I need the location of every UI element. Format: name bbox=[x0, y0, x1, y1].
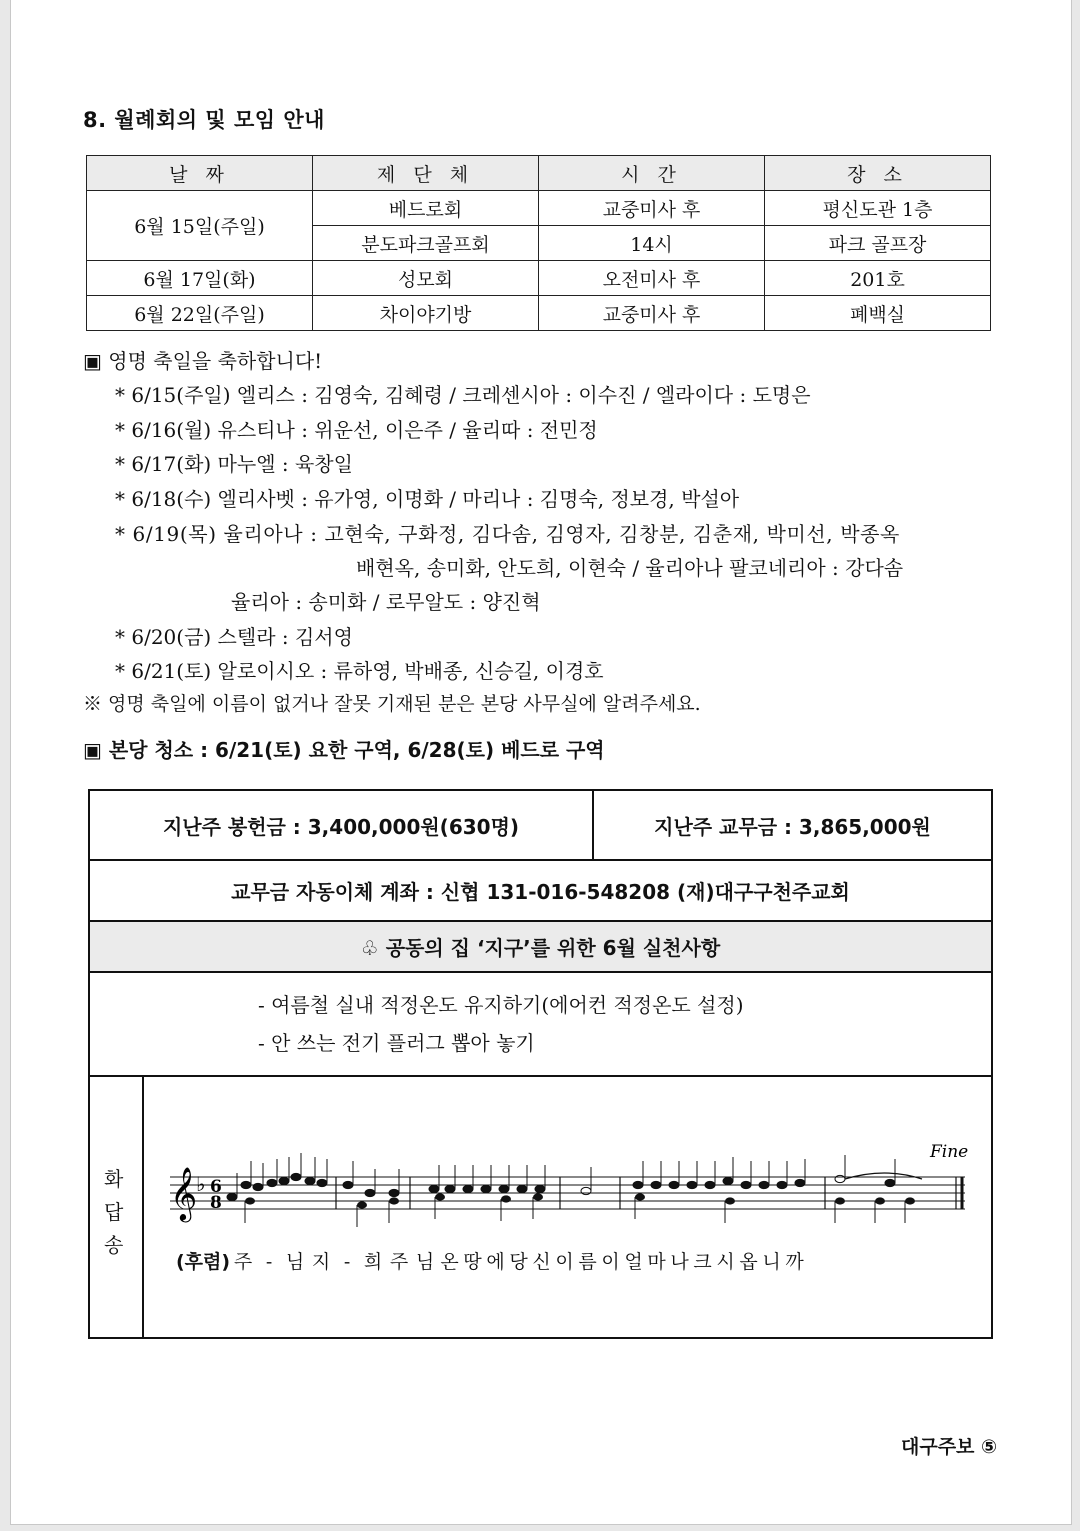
column-header: 시 간 bbox=[539, 156, 765, 191]
lyric-syllable: - bbox=[343, 1251, 351, 1273]
note-head bbox=[633, 1181, 643, 1188]
note-head bbox=[389, 1197, 399, 1204]
lyric-syllable: 님 bbox=[415, 1251, 435, 1273]
note-head bbox=[481, 1185, 491, 1192]
place-cell: 201호 bbox=[765, 261, 991, 296]
note-head bbox=[635, 1193, 645, 1200]
lyric-syllable: 신 bbox=[532, 1251, 551, 1273]
group-cell: 분도파크골프회 bbox=[313, 226, 539, 261]
music-score bbox=[150, 1127, 980, 1267]
time-cell: 교중미사 후 bbox=[539, 191, 765, 226]
note-head bbox=[533, 1193, 543, 1200]
account-cell bbox=[89, 860, 992, 921]
tie-icon bbox=[845, 1173, 922, 1179]
time-signature-top: 6 bbox=[210, 1177, 222, 1197]
lyric-syllable: 마 bbox=[647, 1251, 666, 1273]
footer-title: 대구주보 bbox=[901, 1436, 975, 1458]
table-row bbox=[87, 296, 991, 331]
note-head bbox=[905, 1197, 915, 1204]
note-head bbox=[291, 1173, 301, 1180]
lyric-syllable: 님 bbox=[285, 1251, 305, 1273]
note-head bbox=[581, 1187, 591, 1194]
note-head bbox=[705, 1181, 715, 1188]
place-cell: 평신도관 1층 bbox=[765, 191, 991, 226]
note-head bbox=[835, 1197, 845, 1204]
lyric-syllable: - bbox=[265, 1251, 273, 1273]
note-head bbox=[535, 1185, 545, 1192]
table-row bbox=[89, 921, 992, 972]
feast-line: * 6/21(토) 알로이시오 : 류하영, 박배종, 신승길, 이경호 bbox=[115, 659, 604, 683]
feast-line: 율리아 : 송미화 / 로무알도 : 양진혁 bbox=[231, 590, 541, 614]
note-head bbox=[517, 1185, 527, 1192]
feast-line: * 6/16(월) 유스티나 : 위운선, 이은주 / 율리따 : 전민정 bbox=[115, 418, 598, 442]
feast-line: * 6/19(목) 율리아나 : 고현숙, 구화정, 김다솜, 김영자, 김창분, 김춘재, 박미선, 박종옥 bbox=[115, 522, 900, 546]
note-head bbox=[365, 1189, 375, 1196]
lyric-syllable: 땅 bbox=[463, 1251, 482, 1273]
psalm-label-char: 답 bbox=[104, 1200, 124, 1224]
feast-line: * 6/18(수) 엘리사벳 : 유가영, 이명화 / 마리나 : 김명숙, 정보경, 박설아 bbox=[115, 487, 740, 511]
note-head bbox=[501, 1195, 511, 1202]
place-cell: 파크 골프장 bbox=[765, 226, 991, 261]
lyric-syllable: 당 bbox=[509, 1251, 528, 1273]
place-cell: 폐백실 bbox=[765, 296, 991, 331]
note-head bbox=[429, 1185, 439, 1192]
column-header: 제 단 체 bbox=[313, 156, 539, 191]
page-number: ⑤ bbox=[981, 1436, 998, 1458]
note-head bbox=[687, 1181, 697, 1188]
psalm-label-column bbox=[90, 1077, 144, 1337]
note-head bbox=[795, 1179, 805, 1186]
lyric-syllable: 에 bbox=[486, 1251, 505, 1273]
diocesan-cell bbox=[593, 790, 992, 860]
earth-title-cell bbox=[89, 921, 992, 972]
table-row bbox=[87, 261, 991, 296]
note-head bbox=[317, 1179, 327, 1186]
note-head bbox=[669, 1181, 679, 1188]
lyric-syllable: 주 bbox=[389, 1251, 409, 1273]
feast-heading: ▣ 영명 축일을 축하합니다! bbox=[83, 349, 323, 373]
table-row bbox=[89, 860, 992, 921]
bulletin-page bbox=[10, 0, 1072, 1525]
note-head bbox=[499, 1185, 509, 1192]
feast-line: * 6/20(금) 스텔라 : 김서영 bbox=[115, 625, 353, 649]
cleaning-notice: ▣ 본당 청소 : 6/21(토) 요한 구역, 6/28(토) 베드로 구역 bbox=[83, 738, 605, 762]
psalm-label-char: 송 bbox=[104, 1233, 124, 1257]
date-cell: 6월 17일(화) bbox=[87, 261, 313, 296]
time-cell: 교중미사 후 bbox=[539, 296, 765, 331]
feast-line: * 6/17(화) 마누엘 : 육창일 bbox=[115, 452, 353, 476]
table-row bbox=[89, 1076, 992, 1338]
table-row bbox=[89, 972, 992, 1076]
table-row bbox=[87, 191, 991, 226]
note-head bbox=[445, 1185, 455, 1192]
account-text: 교무금 자동이체 계좌 : 신협 131-016-548208 (재)대구구천주교회 bbox=[231, 880, 850, 904]
earth-item: - 여름철 실내 적정온도 유지하기(에어컨 적정온도 설정) bbox=[258, 993, 744, 1017]
psalm-label bbox=[104, 1163, 123, 1262]
lyric-syllable: 지 bbox=[311, 1251, 331, 1273]
lyric-syllable: 옵 bbox=[739, 1251, 758, 1273]
group-cell: 베드로회 bbox=[313, 191, 539, 226]
diocesan-text: 지난주 교무금 : 3,865,000원 bbox=[654, 814, 931, 839]
column-header: 장 소 bbox=[765, 156, 991, 191]
lyric-syllable: 주 bbox=[233, 1251, 253, 1273]
psalm-lyrics-line bbox=[176, 1247, 806, 1274]
lyric-syllable: 니 bbox=[762, 1251, 781, 1273]
lyric-syllable: 희 bbox=[363, 1251, 383, 1273]
earth-items-cell bbox=[89, 972, 992, 1076]
note-head bbox=[777, 1181, 787, 1188]
note-head bbox=[253, 1183, 263, 1190]
flat-key-icon: ♭ bbox=[196, 1172, 206, 1196]
lyric-syllable: 나 bbox=[670, 1251, 689, 1273]
meeting-schedule-table bbox=[86, 155, 991, 331]
group-cell: 성모회 bbox=[313, 261, 539, 296]
note-head bbox=[357, 1201, 367, 1208]
note-head bbox=[267, 1179, 277, 1186]
note-head bbox=[463, 1185, 473, 1192]
feast-line: * 6/15(주일) 엘리스 : 김영숙, 김혜령 / 크레센시아 : 이수진 / 엘라이다 : 도명은 bbox=[115, 383, 811, 407]
note-head bbox=[651, 1181, 661, 1188]
time-cell: 오전미사 후 bbox=[539, 261, 765, 296]
time-signature-bottom: 8 bbox=[210, 1193, 222, 1213]
note-head bbox=[435, 1193, 445, 1200]
earth-title: ♧ 공동의 집 ‘지구’를 위한 6월 실천사항 bbox=[360, 936, 721, 960]
section-title: 8. 월례회의 및 모임 안내 bbox=[83, 108, 325, 132]
lyric-syllable: 얼 bbox=[624, 1251, 643, 1273]
date-cell: 6월 22일(주일) bbox=[87, 296, 313, 331]
note-head bbox=[885, 1179, 895, 1186]
time-cell: 14시 bbox=[539, 226, 765, 261]
refrain-label: (후렴) bbox=[176, 1251, 231, 1273]
finance-table bbox=[88, 789, 993, 1339]
feast-line: 배현옥, 송미화, 안도희, 이현숙 / 율리아나 팔코네리아 : 강다솜 bbox=[356, 556, 904, 580]
table-row bbox=[89, 790, 992, 860]
lyric-syllable: 이 bbox=[555, 1251, 574, 1273]
lyrics bbox=[230, 1251, 806, 1273]
notes-group bbox=[227, 1153, 915, 1227]
treble-clef-icon: 𝄞 bbox=[170, 1166, 198, 1220]
earth-item: - 안 쓰는 전기 플러그 뽑아 놓기 bbox=[258, 1031, 535, 1055]
date-cell: 6월 15일(주일) bbox=[87, 191, 313, 261]
group-cell: 차이야기방 bbox=[313, 296, 539, 331]
lyric-syllable: 름 bbox=[578, 1251, 597, 1273]
note-head bbox=[759, 1181, 769, 1188]
offering-text: 지난주 봉헌금 : 3,400,000원(630명) bbox=[162, 814, 520, 839]
psalm-label-char: 화 bbox=[104, 1167, 124, 1191]
note-head bbox=[741, 1181, 751, 1188]
note-head bbox=[279, 1177, 289, 1184]
note-head bbox=[835, 1175, 845, 1182]
note-head bbox=[305, 1177, 315, 1184]
table-header-row bbox=[87, 156, 991, 191]
note-head bbox=[343, 1181, 353, 1188]
footer bbox=[901, 1432, 997, 1459]
note-head bbox=[241, 1181, 251, 1188]
note-head bbox=[227, 1193, 237, 1200]
note-head bbox=[725, 1197, 735, 1204]
note-head bbox=[875, 1197, 885, 1204]
lyric-syllable: 온 bbox=[440, 1251, 459, 1273]
column-header: 날 짜 bbox=[87, 156, 313, 191]
note-head bbox=[723, 1177, 733, 1184]
psalm-cell bbox=[89, 1076, 992, 1338]
offering-cell bbox=[89, 790, 593, 860]
lyric-syllable: 크 bbox=[693, 1251, 712, 1273]
lyric-syllable: 이 bbox=[601, 1251, 620, 1273]
fine-marking: Fine bbox=[930, 1142, 969, 1162]
feast-note: ※ 영명 축일에 이름이 없거나 잘못 기재된 분은 본당 사무실에 알려주세요. bbox=[83, 693, 701, 715]
note-head bbox=[389, 1189, 399, 1196]
lyric-syllable: 시 bbox=[716, 1251, 735, 1273]
lyric-syllable: 까 bbox=[785, 1251, 804, 1273]
note-head bbox=[245, 1197, 255, 1204]
